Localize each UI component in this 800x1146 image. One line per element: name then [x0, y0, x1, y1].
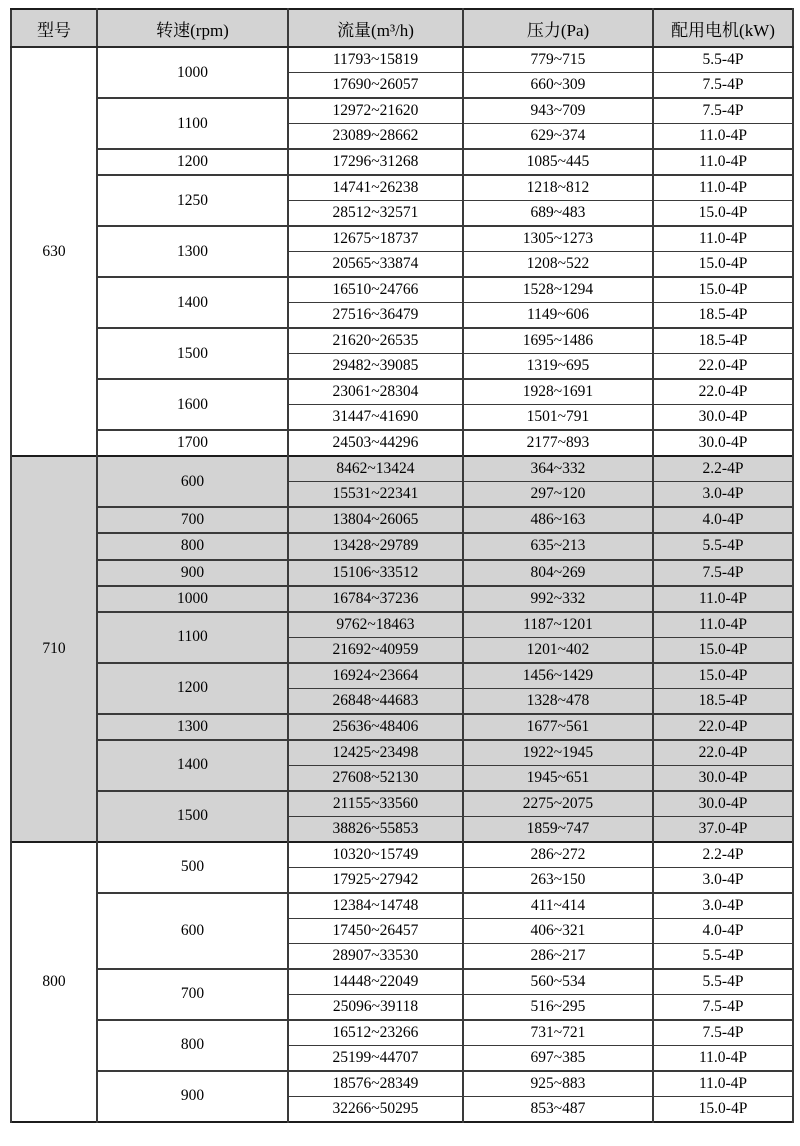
table-row	[11, 328, 793, 354]
flow-cell: 21155~33560	[288, 791, 463, 817]
table-row	[11, 1020, 793, 1046]
speed-cell: 1300	[97, 714, 288, 740]
speed-cell: 1500	[97, 328, 288, 379]
motor-cell: 7.5-4P	[653, 560, 793, 586]
speed-cell: 1100	[97, 98, 288, 149]
motor-cell: 15.0-4P	[653, 637, 793, 663]
pressure-cell: 286~272	[463, 842, 653, 868]
speed-cell: 1300	[97, 226, 288, 277]
col-header-flow: 流量(m³/h)	[288, 9, 463, 47]
speed-cell: 600	[97, 456, 288, 507]
motor-cell: 30.0-4P	[653, 430, 793, 456]
pressure-cell: 1922~1945	[463, 740, 653, 766]
flow-cell: 27608~52130	[288, 765, 463, 791]
table-row	[11, 1071, 793, 1097]
pressure-cell: 731~721	[463, 1020, 653, 1046]
speed-cell: 1200	[97, 149, 288, 175]
model-cell: 800	[11, 842, 97, 1122]
speed-cell: 600	[97, 893, 288, 969]
flow-cell: 17296~31268	[288, 149, 463, 175]
pressure-cell: 804~269	[463, 560, 653, 586]
speed-cell: 900	[97, 1071, 288, 1122]
speed-cell: 1200	[97, 663, 288, 714]
table-row	[11, 456, 793, 482]
flow-cell: 12675~18737	[288, 226, 463, 252]
motor-cell: 5.5-4P	[653, 47, 793, 73]
table-row	[11, 149, 793, 175]
table-row	[11, 791, 793, 817]
flow-cell: 31447~41690	[288, 405, 463, 431]
speed-cell: 1600	[97, 379, 288, 430]
pressure-cell: 1945~651	[463, 765, 653, 791]
speed-cell: 1250	[97, 175, 288, 226]
flow-cell: 11793~15819	[288, 47, 463, 73]
model-cell: 630	[11, 47, 97, 456]
speed-cell: 1100	[97, 612, 288, 663]
motor-cell: 18.5-4P	[653, 328, 793, 354]
flow-cell: 25096~39118	[288, 994, 463, 1020]
speed-cell: 1700	[97, 430, 288, 456]
speed-cell: 1000	[97, 47, 288, 98]
pressure-cell: 1456~1429	[463, 663, 653, 689]
pressure-cell: 1149~606	[463, 303, 653, 329]
pressure-cell: 660~309	[463, 73, 653, 99]
flow-cell: 10320~15749	[288, 842, 463, 868]
speed-cell: 1000	[97, 586, 288, 612]
flow-cell: 26848~44683	[288, 688, 463, 714]
speed-cell: 1400	[97, 277, 288, 328]
pressure-cell: 635~213	[463, 533, 653, 559]
pressure-cell: 411~414	[463, 893, 653, 919]
table-row	[11, 740, 793, 766]
table-row	[11, 277, 793, 303]
table-row	[11, 175, 793, 201]
pressure-cell: 1859~747	[463, 816, 653, 842]
table-row	[11, 47, 793, 73]
motor-cell: 5.5-4P	[653, 969, 793, 995]
motor-cell: 2.2-4P	[653, 842, 793, 868]
table-row	[11, 612, 793, 638]
motor-cell: 37.0-4P	[653, 816, 793, 842]
table-body	[11, 47, 793, 1122]
pressure-cell: 364~332	[463, 456, 653, 482]
fan-spec-table	[10, 8, 794, 1123]
motor-cell: 4.0-4P	[653, 918, 793, 943]
table-row	[11, 586, 793, 612]
flow-cell: 38826~55853	[288, 816, 463, 842]
motor-cell: 11.0-4P	[653, 1045, 793, 1071]
motor-cell: 18.5-4P	[653, 688, 793, 714]
pressure-cell: 1501~791	[463, 405, 653, 431]
pressure-cell: 1528~1294	[463, 277, 653, 303]
pressure-cell: 2275~2075	[463, 791, 653, 817]
flow-cell: 28907~33530	[288, 943, 463, 969]
motor-cell: 30.0-4P	[653, 405, 793, 431]
flow-cell: 25199~44707	[288, 1045, 463, 1071]
speed-cell: 700	[97, 507, 288, 533]
motor-cell: 7.5-4P	[653, 1020, 793, 1046]
motor-cell: 5.5-4P	[653, 943, 793, 969]
flow-cell: 16924~23664	[288, 663, 463, 689]
pressure-cell: 2177~893	[463, 430, 653, 456]
motor-cell: 30.0-4P	[653, 765, 793, 791]
col-header-model: 型号	[11, 9, 97, 47]
pressure-cell: 853~487	[463, 1096, 653, 1122]
flow-cell: 23089~28662	[288, 124, 463, 150]
speed-cell: 800	[97, 533, 288, 559]
table-row	[11, 507, 793, 533]
flow-cell: 13428~29789	[288, 533, 463, 559]
flow-cell: 13804~26065	[288, 507, 463, 533]
speed-cell: 700	[97, 969, 288, 1020]
motor-cell: 11.0-4P	[653, 124, 793, 150]
motor-cell: 22.0-4P	[653, 740, 793, 766]
flow-cell: 24503~44296	[288, 430, 463, 456]
pressure-cell: 1208~522	[463, 252, 653, 278]
motor-cell: 4.0-4P	[653, 507, 793, 533]
motor-cell: 15.0-4P	[653, 663, 793, 689]
pressure-cell: 1677~561	[463, 714, 653, 740]
flow-cell: 14741~26238	[288, 175, 463, 201]
speed-cell: 800	[97, 1020, 288, 1071]
flow-cell: 28512~32571	[288, 201, 463, 227]
table-row	[11, 533, 793, 559]
pressure-cell: 1218~812	[463, 175, 653, 201]
flow-cell: 9762~18463	[288, 612, 463, 638]
motor-cell: 3.0-4P	[653, 867, 793, 893]
table-row	[11, 226, 793, 252]
table-row	[11, 663, 793, 689]
motor-cell: 15.0-4P	[653, 252, 793, 278]
motor-cell: 3.0-4P	[653, 482, 793, 508]
flow-cell: 15106~33512	[288, 560, 463, 586]
motor-cell: 11.0-4P	[653, 226, 793, 252]
pressure-cell: 1928~1691	[463, 379, 653, 405]
motor-cell: 15.0-4P	[653, 1096, 793, 1122]
motor-cell: 2.2-4P	[653, 456, 793, 482]
pressure-cell: 486~163	[463, 507, 653, 533]
pressure-cell: 689~483	[463, 201, 653, 227]
motor-cell: 5.5-4P	[653, 533, 793, 559]
flow-cell: 25636~48406	[288, 714, 463, 740]
pressure-cell: 406~321	[463, 918, 653, 943]
motor-cell: 22.0-4P	[653, 354, 793, 380]
flow-cell: 27516~36479	[288, 303, 463, 329]
flow-cell: 15531~22341	[288, 482, 463, 508]
motor-cell: 11.0-4P	[653, 586, 793, 612]
table-row	[11, 430, 793, 456]
motor-cell: 11.0-4P	[653, 149, 793, 175]
motor-cell: 7.5-4P	[653, 73, 793, 99]
table-row	[11, 893, 793, 919]
flow-cell: 23061~28304	[288, 379, 463, 405]
flow-cell: 16512~23266	[288, 1020, 463, 1046]
pressure-cell: 1695~1486	[463, 328, 653, 354]
motor-cell: 15.0-4P	[653, 277, 793, 303]
pressure-cell: 297~120	[463, 482, 653, 508]
speed-cell: 1500	[97, 791, 288, 842]
flow-cell: 29482~39085	[288, 354, 463, 380]
pressure-cell: 1328~478	[463, 688, 653, 714]
flow-cell: 21620~26535	[288, 328, 463, 354]
flow-cell: 12425~23498	[288, 740, 463, 766]
motor-cell: 7.5-4P	[653, 98, 793, 124]
table-row	[11, 714, 793, 740]
pressure-cell: 1085~445	[463, 149, 653, 175]
table-row	[11, 842, 793, 868]
pressure-cell: 925~883	[463, 1071, 653, 1097]
pressure-cell: 1201~402	[463, 637, 653, 663]
motor-cell: 22.0-4P	[653, 714, 793, 740]
pressure-cell: 263~150	[463, 867, 653, 893]
pressure-cell: 943~709	[463, 98, 653, 124]
flow-cell: 8462~13424	[288, 456, 463, 482]
motor-cell: 3.0-4P	[653, 893, 793, 919]
col-header-pressure: 压力(Pa)	[463, 9, 653, 47]
flow-cell: 32266~50295	[288, 1096, 463, 1122]
flow-cell: 18576~28349	[288, 1071, 463, 1097]
table-row	[11, 379, 793, 405]
pressure-cell: 697~385	[463, 1045, 653, 1071]
flow-cell: 17690~26057	[288, 73, 463, 99]
flow-cell: 20565~33874	[288, 252, 463, 278]
table-row	[11, 98, 793, 124]
motor-cell: 11.0-4P	[653, 175, 793, 201]
speed-cell: 900	[97, 560, 288, 586]
motor-cell: 30.0-4P	[653, 791, 793, 817]
speed-cell: 500	[97, 842, 288, 893]
table-row	[11, 560, 793, 586]
col-header-speed: 转速(rpm)	[97, 9, 288, 47]
motor-cell: 11.0-4P	[653, 612, 793, 638]
flow-cell: 17925~27942	[288, 867, 463, 893]
motor-cell: 18.5-4P	[653, 303, 793, 329]
pressure-cell: 779~715	[463, 47, 653, 73]
flow-cell: 16784~37236	[288, 586, 463, 612]
flow-cell: 16510~24766	[288, 277, 463, 303]
table-header	[11, 9, 793, 47]
speed-cell: 1400	[97, 740, 288, 791]
pressure-cell: 629~374	[463, 124, 653, 150]
pressure-cell: 560~534	[463, 969, 653, 995]
motor-cell: 11.0-4P	[653, 1071, 793, 1097]
flow-cell: 21692~40959	[288, 637, 463, 663]
header-row	[11, 9, 793, 47]
motor-cell: 7.5-4P	[653, 994, 793, 1020]
pressure-cell: 516~295	[463, 994, 653, 1020]
model-cell: 710	[11, 456, 97, 842]
pressure-cell: 1305~1273	[463, 226, 653, 252]
table-row	[11, 969, 793, 995]
flow-cell: 17450~26457	[288, 918, 463, 943]
pressure-cell: 1187~1201	[463, 612, 653, 638]
pressure-cell: 992~332	[463, 586, 653, 612]
motor-cell: 15.0-4P	[653, 201, 793, 227]
pressure-cell: 286~217	[463, 943, 653, 969]
motor-cell: 22.0-4P	[653, 379, 793, 405]
flow-cell: 12972~21620	[288, 98, 463, 124]
col-header-motor: 配用电机(kW)	[653, 9, 793, 47]
flow-cell: 14448~22049	[288, 969, 463, 995]
pressure-cell: 1319~695	[463, 354, 653, 380]
flow-cell: 12384~14748	[288, 893, 463, 919]
